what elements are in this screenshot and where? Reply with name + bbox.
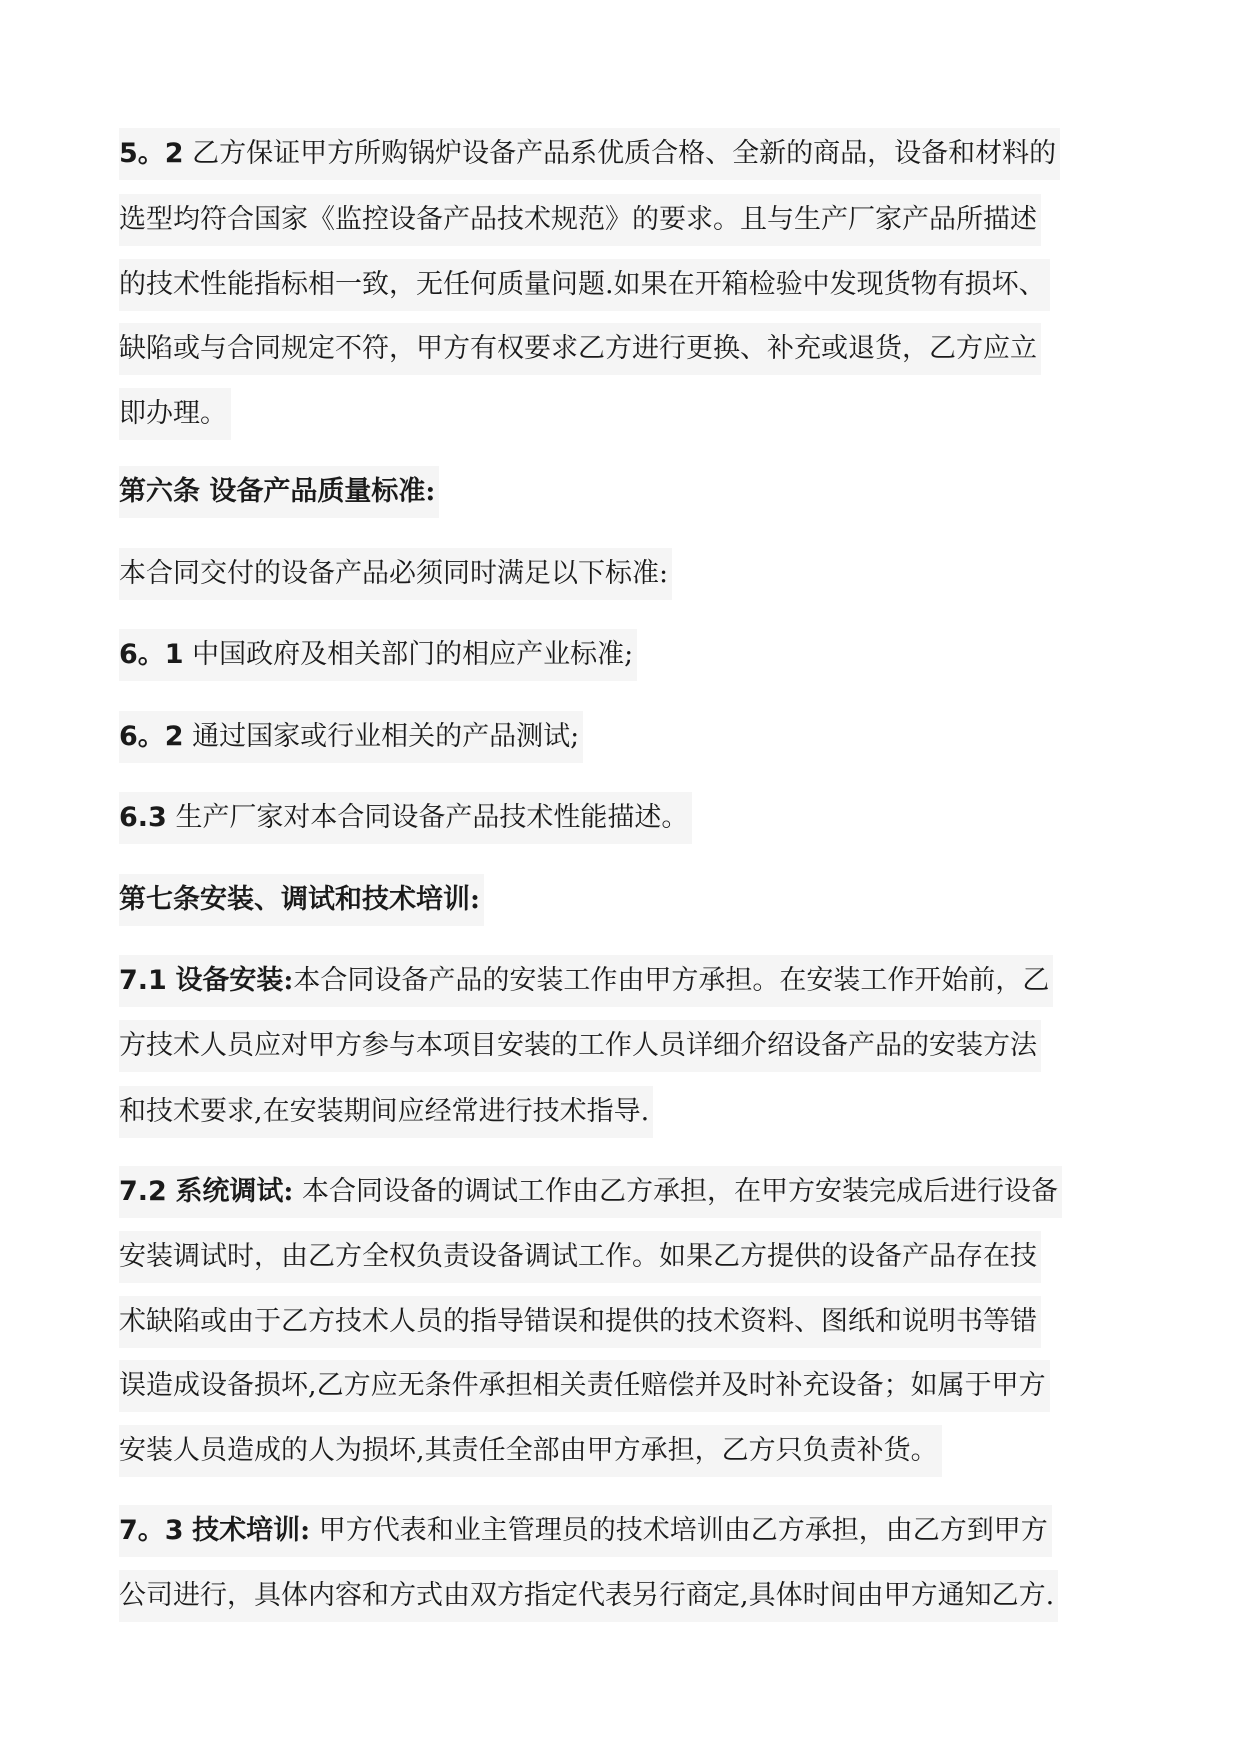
body-text: 术缺陷或由于乙方技术人员的指导错误和提供的技术资料、图纸和说明书等错 (119, 1306, 1037, 1337)
section-heading-7 (119, 874, 484, 926)
body-text: 误造成设备损坏,乙方应无条件承担相关责任赔偿并及时补充设备；如属于甲方 (119, 1370, 1046, 1401)
line-7-1-1 (119, 955, 1053, 1007)
line-6-2 (119, 711, 583, 763)
line-7-2-2 (119, 1231, 1041, 1283)
line-7-3-2 (119, 1570, 1058, 1622)
clause-text: 本合同设备的调试工作由乙方承担，在甲方安装完成后进行设备 (302, 1176, 1058, 1207)
line-5-2-5 (119, 388, 231, 440)
line-7-1-3 (119, 1086, 653, 1138)
clause-number: 6.3 (119, 802, 167, 833)
clause-number: 7.2 (119, 1176, 167, 1207)
clause-text: 本合同设备产品的安装工作由甲方承担。在安装工作开始前，乙 (293, 965, 1050, 996)
clause-text: 中国政府及相关部门的相应产业标准; (192, 639, 634, 670)
heading-text: 第六条 设备产品质量标准: (119, 476, 436, 507)
clause-number: 7.1 (119, 965, 167, 996)
line-7-2-1 (119, 1166, 1062, 1218)
clause-text: 通过国家或行业相关的产品测试; (192, 721, 580, 752)
heading-text: 第七条安装、调试和技术培训: (119, 884, 480, 915)
clause-number: 7。3 (119, 1515, 184, 1546)
line-5-2-2 (119, 194, 1041, 246)
body-text: 公司进行，具体内容和方式由双方指定代表另行商定,具体时间由甲方通知乙方. (119, 1580, 1055, 1611)
body-text: 方技术人员应对甲方参与本项目安装的工作人员详细介绍设备产品的安装方法 (119, 1030, 1037, 1061)
line-5-2-3 (119, 259, 1050, 311)
body-text: 和技术要求,在安装期间应经常进行技术指导. (119, 1096, 650, 1127)
body-text: 本合同交付的设备产品必须同时满足以下标准: (119, 558, 669, 589)
line-7-2-5 (119, 1425, 942, 1477)
line-6-intro (119, 548, 672, 600)
line-7-1-2 (119, 1020, 1041, 1072)
clause-text: 甲方代表和业主管理员的技术培训由乙方承担，由乙方到甲方 (318, 1515, 1048, 1546)
clause-text: 生产厂家对本合同设备产品技术性能描述。 (175, 802, 689, 833)
line-7-2-4 (119, 1360, 1050, 1412)
body-text: 选型均符合国家《监控设备产品技术规范》的要求。且与生产厂家产品所描述 (119, 204, 1037, 235)
clause-text: 乙方保证甲方所购锅炉设备产品系优质合格、全新的商品，设备和材料的 (192, 138, 1057, 169)
body-text: 缺陷或与合同规定不符，甲方有权要求乙方进行更换、补充或退货，乙方应立 (119, 333, 1037, 364)
line-5-2-1 (119, 128, 1060, 180)
body-text: 安装人员造成的人为损坏,其责任全部由甲方承担，乙方只负责补货。 (119, 1435, 938, 1466)
clause-number: 6。1 (119, 639, 184, 670)
clause-label: 设备安装: (175, 965, 294, 996)
line-7-3-1 (119, 1505, 1052, 1557)
body-text: 即办理。 (119, 398, 227, 429)
line-7-2-3 (119, 1296, 1041, 1348)
line-5-2-4 (119, 323, 1041, 375)
section-heading-6 (119, 466, 439, 518)
line-6-3 (119, 792, 692, 844)
clause-number: 5。2 (119, 138, 184, 169)
body-text: 的技术性能指标相一致，无任何质量问题.如果在开箱检验中发现货物有损坏、 (119, 269, 1046, 300)
clause-number: 6。2 (119, 721, 184, 752)
clause-label: 技术培训: (192, 1515, 311, 1546)
body-text: 安装调试时，由乙方全权负责设备调试工作。如果乙方提供的设备产品存在技 (119, 1241, 1037, 1272)
clause-label: 系统调试: (175, 1176, 294, 1207)
line-6-1 (119, 629, 637, 681)
